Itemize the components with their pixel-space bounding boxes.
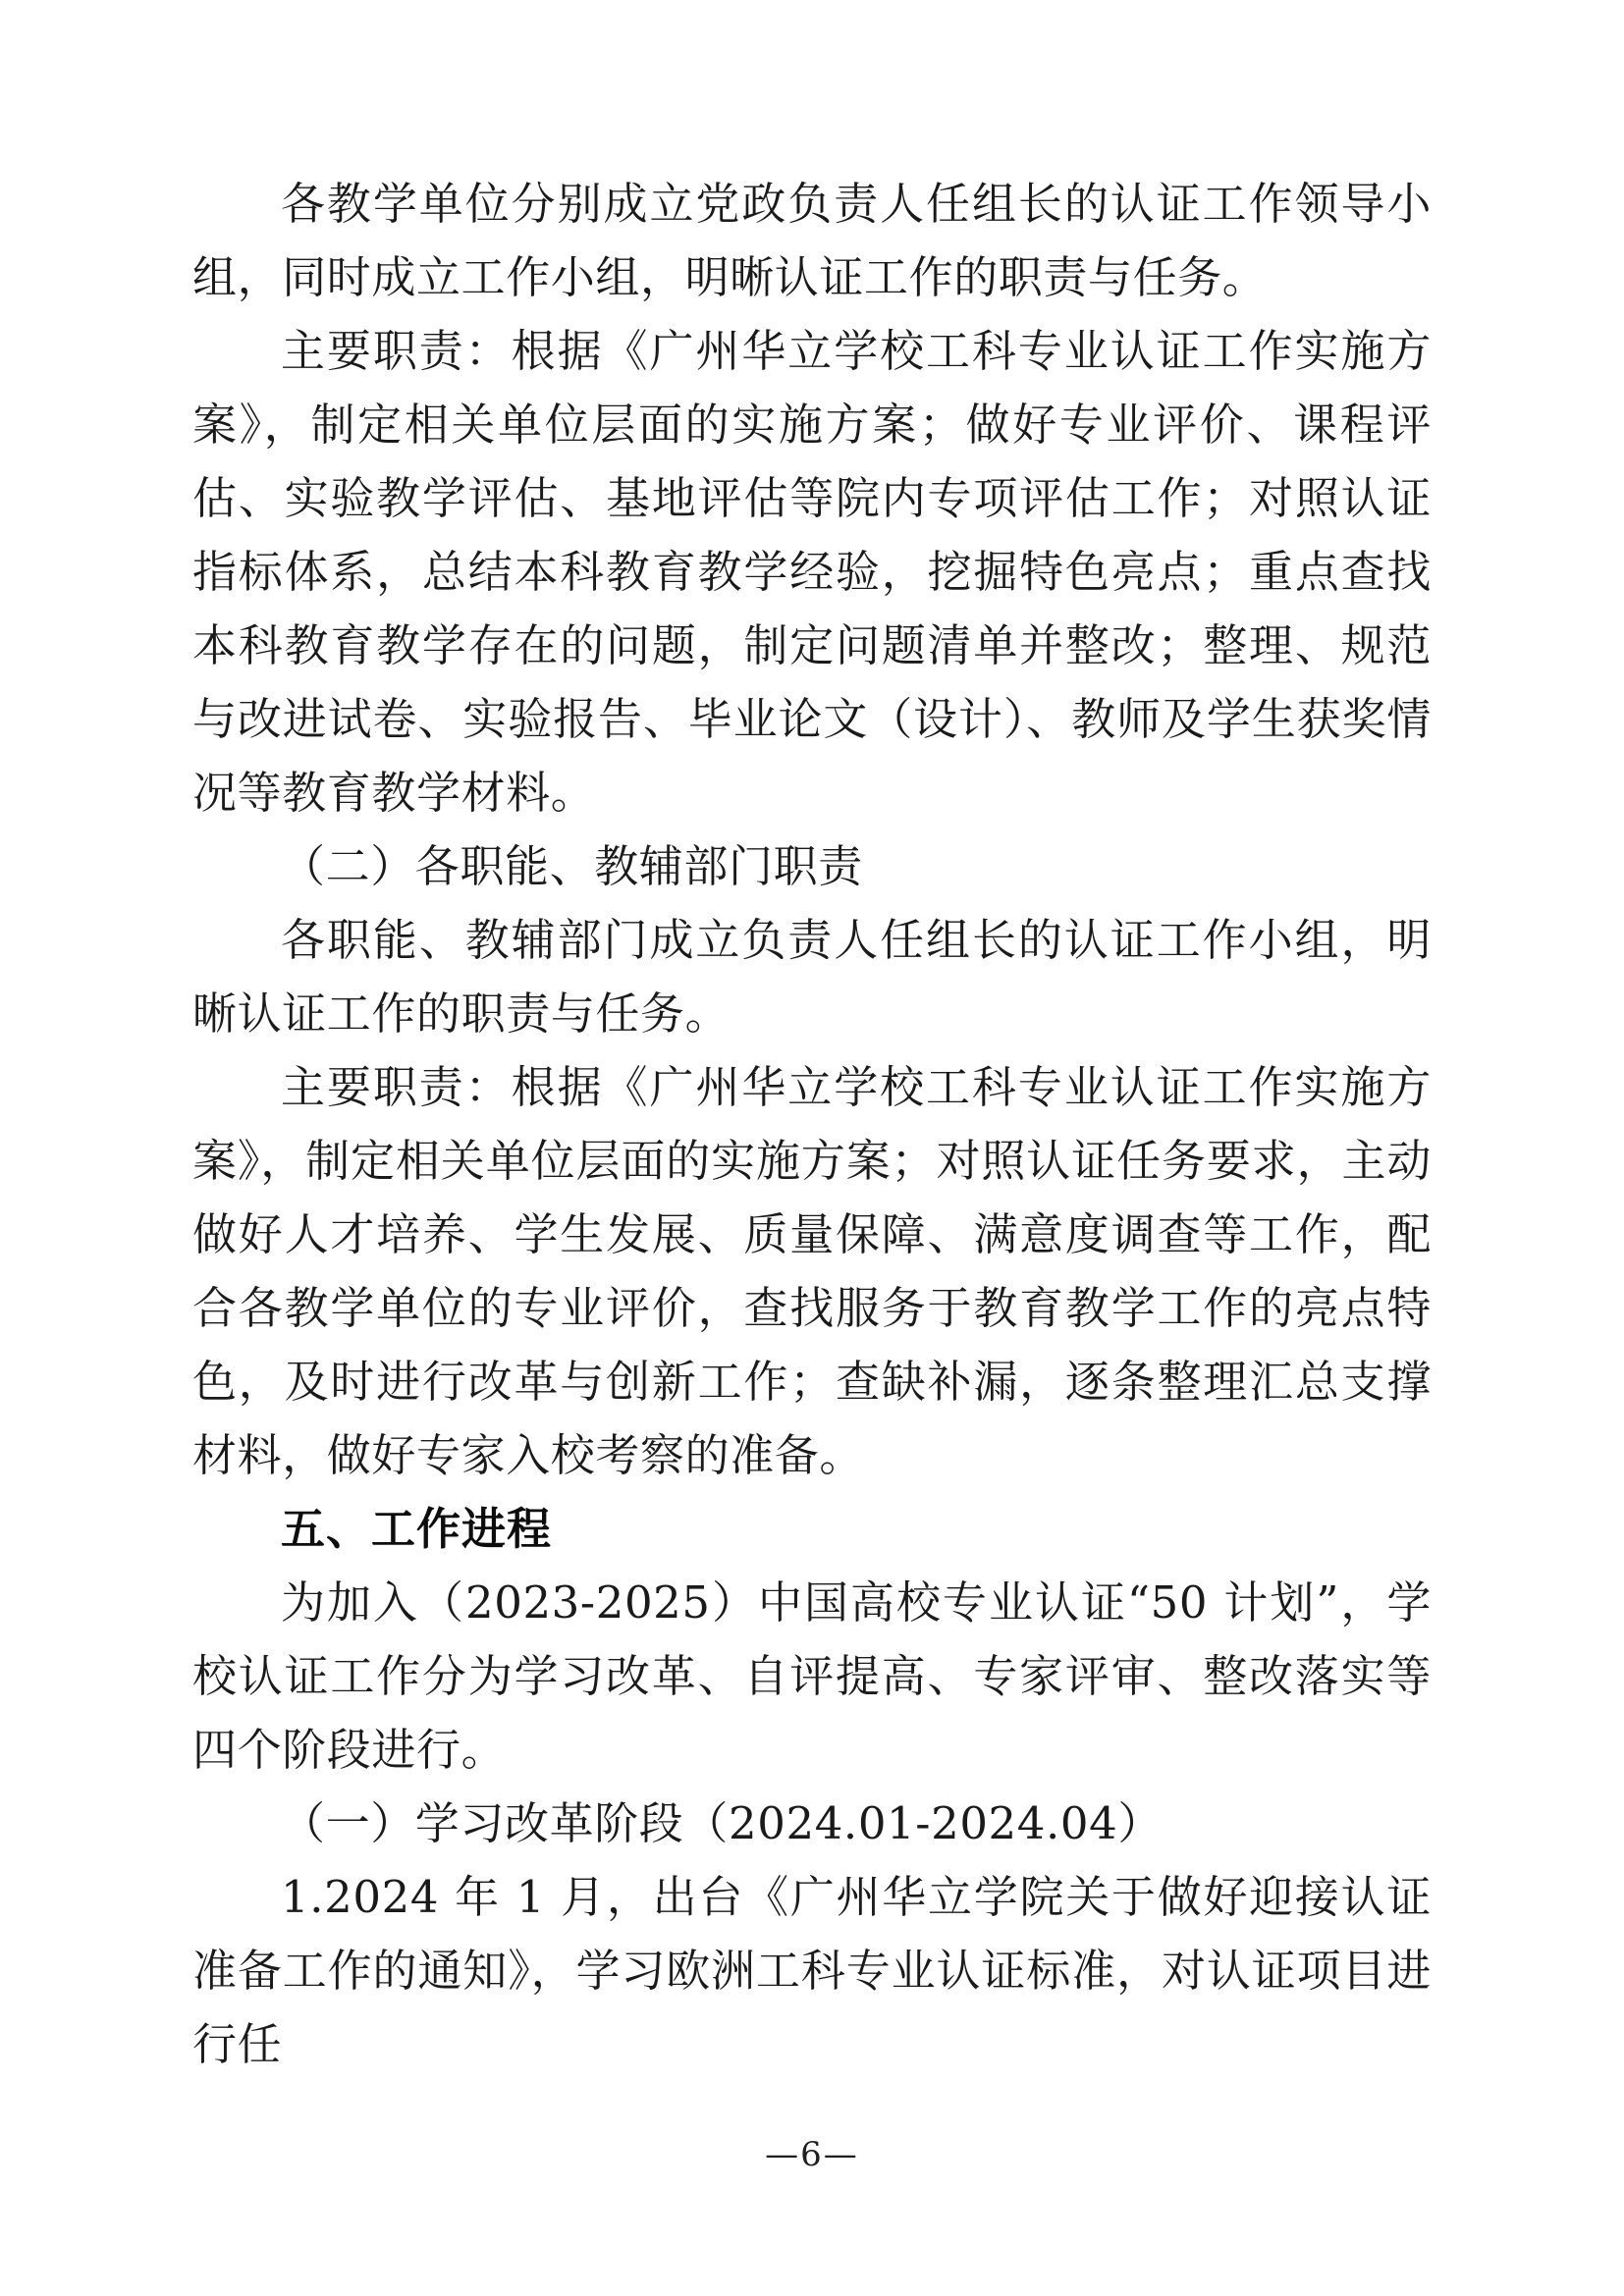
paragraph-phase-one-item-1: 1.2024 年 1 月，出台《广州华立学院关于做好迎接认证准备工作的通知》，学习欧洲工科专业认证标准，对认证项目进行任 — [192, 1871, 1432, 2070]
heading-section-five-work-process: 五、工作进程 — [281, 1503, 553, 1555]
subheading-functional-support-departments: （二）各职能、教辅部门职责 — [281, 840, 863, 892]
paragraph-functional-departments-group: 各职能、教辅部门成立负责人任组长的认证工作小组，明晰认证工作的职责与任务。 — [192, 914, 1432, 1040]
subheading-phase-one-study-reform: （一）学习改革阶段（2024.01-2024.04） — [281, 1797, 1163, 1849]
paragraph-teaching-units-duties: 主要职责：根据《广州华立学校工科专业认证工作实施方案》，制定相关单位层面的实施方案；做好专业评价、课程评估、实验教学评估、基地评估等院内专项评估工作；对照认证指标体系，总结本科教育教学经验，挖掘特色亮点；重点查找本科教育教学存在的问题，制定问题清单并整改；整理、规范与改进试卷、实验报告、毕业论文（设计）、教师及学生获奖情况等教育教学材料。 — [192, 325, 1432, 819]
paragraph-50-plan-phases: 为加入（2023-2025）中国高校专业认证“50 计划”，学校认证工作分为学习改革、自评提高、专家评审、整改落实等四个阶段进行。 — [192, 1576, 1432, 1776]
page-number: —6— — [765, 2135, 859, 2174]
paragraph-functional-departments-duties: 主要职责：根据《广州华立学校工科专业认证工作实施方案》，制定相关单位层面的实施方案；对照认证任务要求，主动做好人才培养、学生发展、质量保障、满意度调查等工作，配合各教学单位的专业评价，查找服务于教育教学工作的亮点特色，及时进行改革与创新工作；查缺补漏，逐条整理汇总支撑材料，做好专家入校考察的准备。 — [192, 1061, 1432, 1481]
page-content — [192, 167, 1432, 2081]
paragraph-teaching-units-leadership: 各教学单位分别成立党政负责人任组长的认证工作领导小组，同时成立工作小组，明晰认证工作的职责与任务。 — [192, 178, 1432, 303]
